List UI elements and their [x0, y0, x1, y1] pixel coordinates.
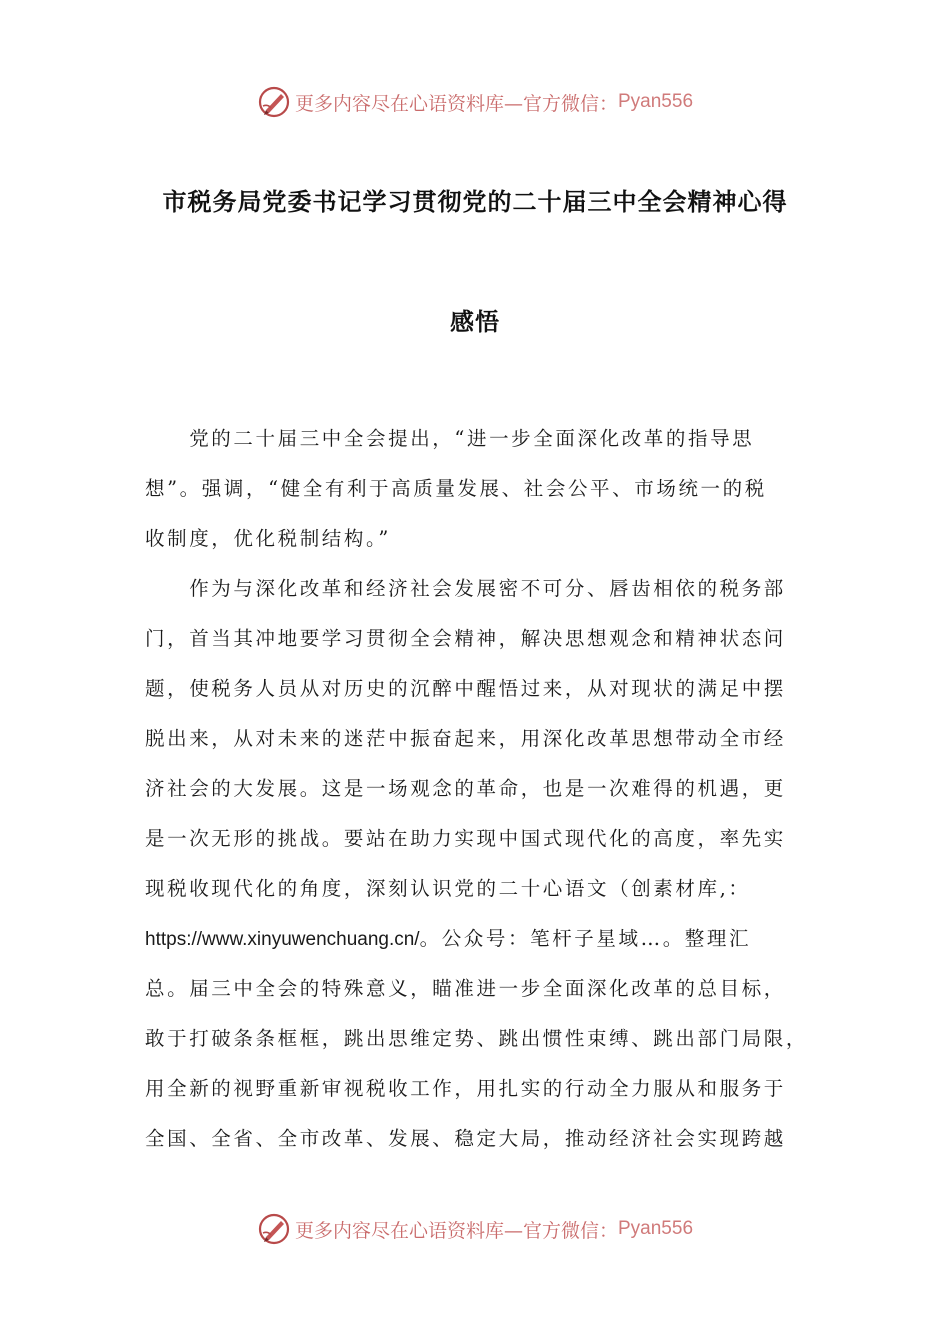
body-line: 全国、全省、全市改革、发展、稳定大局，推动经济社会实现跨越 — [145, 1127, 786, 1150]
watermark-text: 更多内容尽在心语资料库—官方微信： — [294, 1219, 618, 1242]
body-line: 想”。强调，“健全有利于高质量发展、社会公平、市场统一的税 — [145, 477, 767, 500]
body-line: 脱出来，从对未来的迷茫中振奋起来，用深化改革思想带动全市经 — [145, 727, 786, 750]
body-line: 作为与深化改革和经济社会发展密不可分、唇齿相依的税务部 — [145, 577, 786, 600]
body-line: 题，使税务人员从对历史的沉醉中醒悟过来，从对现状的满足中摆 — [145, 677, 786, 700]
watermark-wechat-id: Pyan556 — [618, 1218, 694, 1239]
body-line: 现税收现代化的角度，深刻认识党的二十心语文（创素材库,： — [145, 877, 751, 900]
source-url-link[interactable]: https://www.xinyuwenchuang.cn/ — [145, 929, 420, 950]
url-line-rest: 。公众号：笔杆子星域…。整理汇 — [419, 927, 752, 950]
body-line: 敢于打破条条框框，跳出思维定势、跳出惯性束缚、跳出部门局限， — [145, 1027, 809, 1050]
header-watermark — [0, 82, 950, 122]
body-line: 总。届三中全会的特殊意义，瞄准进一步全面深化改革的总目标， — [145, 977, 786, 1000]
document-title-line-2: 感悟 — [450, 308, 500, 336]
body-line-url[interactable] — [145, 914, 815, 964]
pen-seal-icon — [257, 1212, 291, 1246]
body-line: 用全新的视野重新审视税收工作，用扎实的行动全力服从和服务于 — [145, 1077, 786, 1100]
body-line: 收制度，优化税制结构。” — [145, 527, 391, 550]
watermark-text: 更多内容尽在心语资料库—官方微信： — [294, 92, 618, 115]
watermark-wechat-id: Pyan556 — [618, 91, 694, 112]
document-title-line-1: 市税务局党委书记学习贯彻党的二十届三中全会精神心得 — [162, 188, 788, 216]
pen-seal-icon — [257, 85, 291, 119]
body-line: 济社会的大发展。这是一场观念的革命，也是一次难得的机遇，更 — [145, 777, 786, 800]
footer-watermark — [0, 1209, 950, 1249]
body-line: 党的二十届三中全会提出，“进一步全面深化改革的指导思 — [145, 427, 755, 450]
body-line: 是一次无形的挑战。要站在助力实现中国式现代化的高度，率先实 — [145, 827, 786, 850]
document-body — [145, 414, 815, 1164]
body-line: 门，首当其冲地要学习贯彻全会精神，解决思想观念和精神状态问 — [145, 627, 786, 650]
